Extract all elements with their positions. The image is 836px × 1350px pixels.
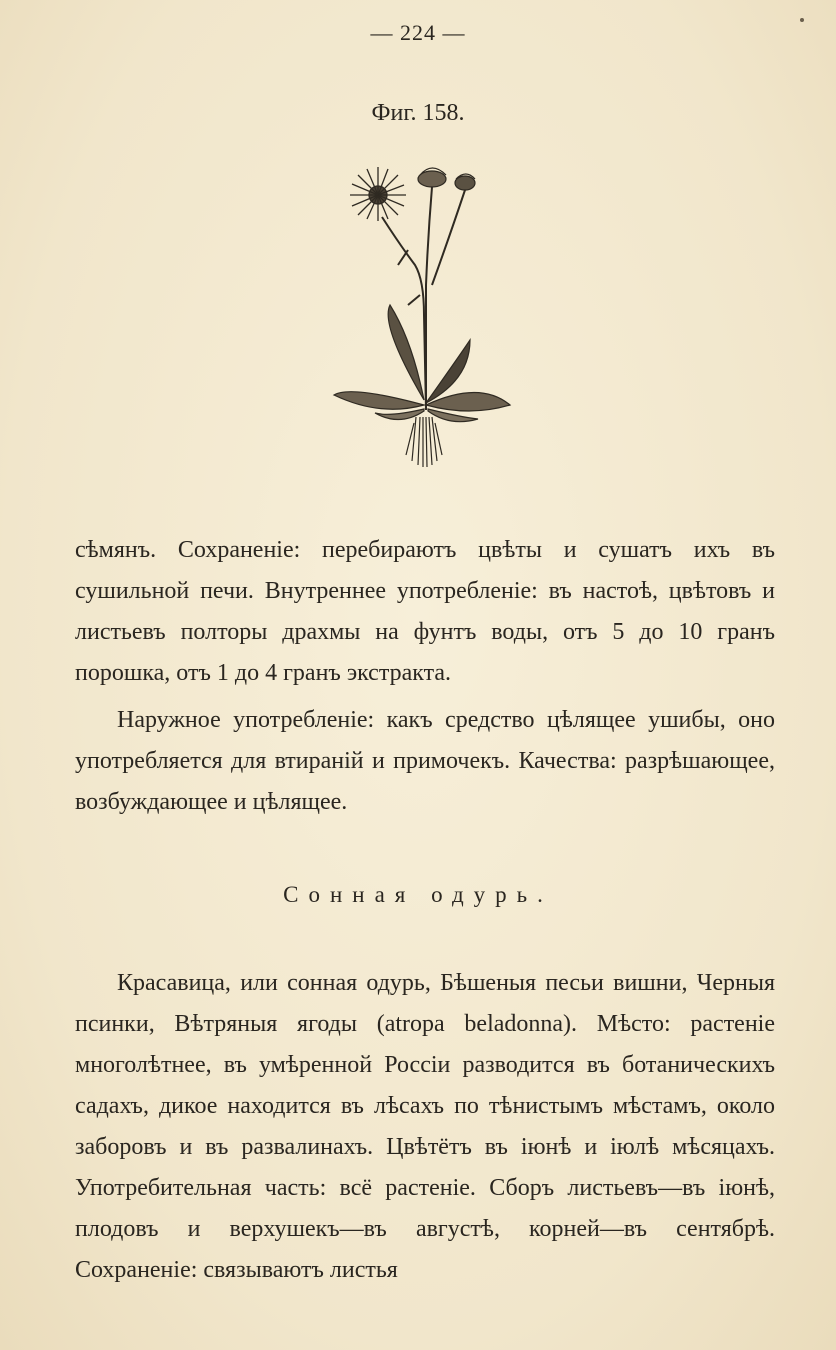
paragraph-belladonna: [75, 963, 775, 1291]
plant-illustration: [320, 155, 530, 475]
paragraph-1-text: сѣмянъ. Сохраненіе: перебираютъ цвѣты и сушатъ ихъ въ сушильной печи. Внутреннее употребленіе: въ настоѣ, цвѣтовъ и листьевъ полторы драхмы на фунтъ воды, отъ 5 до 10 гранъ порошка, отъ 1 до 4 гранъ экстракта.: [75, 537, 775, 686]
section-heading: Сонная одурь.: [283, 882, 553, 907]
paragraph-2-text: Наружное употребленіе: какъ средство цѣлящее ушибы, оно употребляется для втираній и примочекъ. Качества: разрѣшающее, возбуждающее и цѣлящее.: [75, 707, 775, 815]
page-number: — 224 —: [370, 20, 466, 45]
paragraph-3-text: Красавица, или сонная одурь, Бѣшеныя песьи вишни, Черныя псинки, Вѣтряныя ягоды (atropa beladonna). Мѣсто: растеніе многолѣтнее, въ умѣренной Россіи разводится въ ботаническихъ садахъ, дикое находится въ лѣсахъ по тѣнистымъ мѣстамъ, около заборовъ и въ развалинахъ. Цвѣтётъ въ іюнѣ и іюлѣ мѣсяцахъ. Употребительная часть: всё растеніе. Сборъ листьевъ—въ іюнѣ, плодовъ и верхушекъ—въ августѣ, корней—въ сентябрѣ. Сохраненіе: связываютъ листья: [75, 970, 775, 1283]
paragraph-external-use: [75, 700, 775, 823]
figure-caption: Фиг. 158.: [371, 100, 465, 126]
paragraph-preparation: [75, 530, 775, 694]
plant-leaves: [334, 305, 510, 422]
plant-roots: [406, 417, 442, 467]
flower-bud-right: [418, 168, 475, 190]
flower-head-left: [350, 167, 406, 221]
